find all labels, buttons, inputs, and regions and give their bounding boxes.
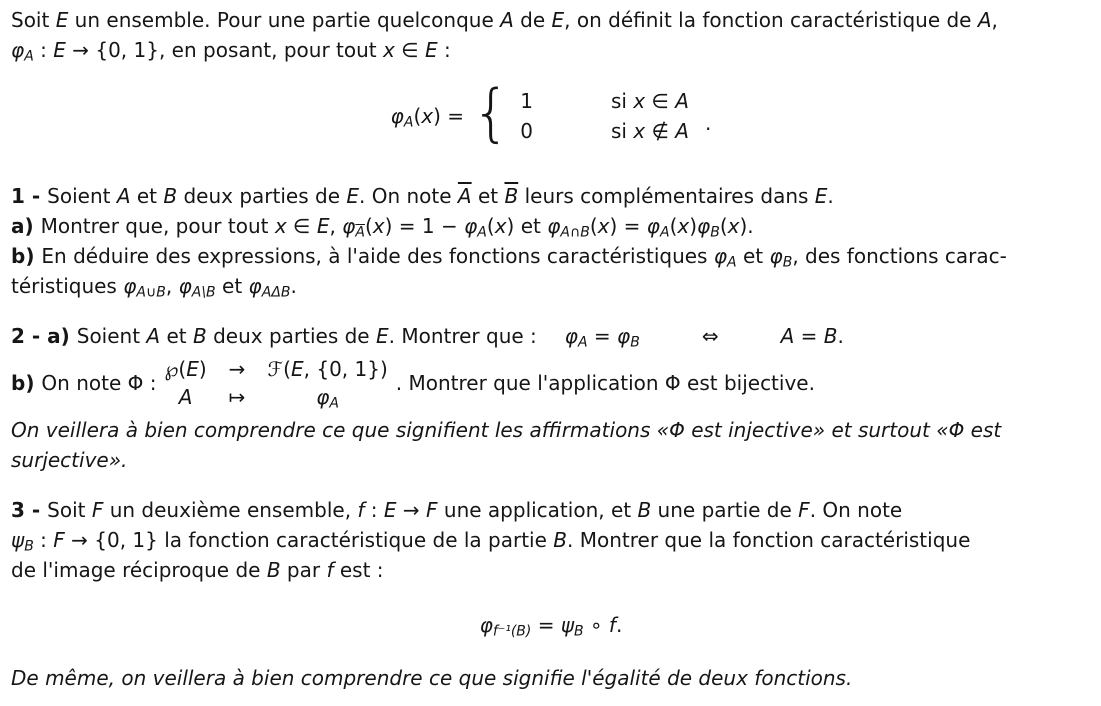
- text-run: leurs complémentaires dans: [518, 184, 815, 208]
- text-run: A: [178, 385, 193, 409]
- map-domain: [164, 355, 206, 383]
- text-run: ℱ: [267, 357, 284, 381]
- text-run: .: [837, 324, 844, 348]
- text-run: ,: [991, 8, 998, 32]
- text-run: et: [736, 244, 770, 268]
- text-run: → {0, 1} la fonction caractéristique de la partie: [64, 528, 554, 552]
- text-run: , on définit la fonction caractéristique de: [564, 8, 978, 32]
- text-run: A: [977, 8, 992, 32]
- text-run: . On note: [359, 184, 458, 208]
- text-run: E: [53, 38, 66, 62]
- text-run: (: [719, 214, 728, 238]
- text-run: si: [610, 118, 634, 143]
- text-run: ψ: [560, 613, 575, 637]
- text-run: f⁻¹(B): [492, 623, 532, 640]
- text-run: b): [11, 371, 42, 395]
- text-run: F: [426, 498, 438, 522]
- text-run: :: [364, 498, 384, 522]
- text-run: F: [53, 528, 65, 552]
- text-run: si: [610, 88, 634, 113]
- text-run: . Montrer que la fonction caractéristique: [567, 528, 971, 552]
- text-run: , des fonctions carac-: [792, 244, 1007, 268]
- text-run: φ: [342, 214, 356, 238]
- text-run: E: [375, 324, 389, 348]
- text-run: ∈: [286, 214, 317, 238]
- text-run: ∈: [394, 38, 425, 62]
- text-run: φ: [713, 244, 728, 268]
- text-run: B: [637, 498, 652, 522]
- text-run: f: [357, 498, 365, 522]
- text-run: ) =: [433, 104, 465, 128]
- text-run: ) = 1 −: [384, 214, 465, 238]
- text-run: E: [551, 8, 565, 32]
- text-run: ).: [739, 214, 754, 238]
- text-run: (: [589, 214, 598, 238]
- text-run: x: [633, 88, 646, 113]
- text-run: φ: [248, 274, 262, 298]
- text-run: ψ: [11, 528, 25, 552]
- text-run: A: [727, 254, 737, 271]
- text-run: φ: [564, 324, 578, 348]
- text-run: B: [266, 558, 281, 582]
- text-run: un deuxième ensemble,: [103, 498, 358, 522]
- question-2a: [11, 321, 1091, 351]
- text-run: φ: [617, 324, 631, 348]
- text-run: A: [675, 88, 689, 113]
- text-run: x: [633, 118, 646, 143]
- text-run: → {0, 1}, en posant, pour tout: [65, 38, 383, 62]
- text-run: 1 -: [11, 184, 48, 208]
- text-run: deux parties de: [177, 184, 347, 208]
- text-run: B: [574, 623, 584, 640]
- text-run: x: [383, 38, 395, 62]
- text-run: A∩B: [560, 224, 590, 241]
- remark-1-line-1: [11, 415, 1091, 445]
- text-run: φ: [178, 274, 192, 298]
- text-run: ⇔: [701, 324, 719, 348]
- text-run: ∉: [645, 118, 676, 143]
- text-run: A: [780, 324, 795, 348]
- case-value-1: 1: [520, 88, 533, 113]
- text-run: ∈: [645, 88, 676, 113]
- text-run: a): [11, 214, 41, 238]
- text-run: Soient: [47, 184, 117, 208]
- text-run: surjective».: [11, 448, 128, 472]
- text-run: De même, on veillera à bien comprendre ce que signifie l'égalité de deux fonctions.: [11, 666, 853, 690]
- text-run: A: [355, 224, 365, 241]
- text-run: =: [587, 324, 618, 348]
- case-condition-1: [611, 87, 689, 116]
- map-image: [267, 383, 387, 411]
- text-run: B: [192, 324, 207, 348]
- text-run: . On note: [809, 498, 903, 522]
- text-run: E: [186, 357, 199, 381]
- text-run: . Montrer que l'application Φ est bijective.: [395, 371, 815, 395]
- case-value-2: 0: [520, 118, 533, 143]
- equation-period: .: [704, 111, 712, 135]
- cases-grid: [520, 87, 689, 146]
- text-run: φ: [11, 38, 25, 62]
- text-run: Soit: [11, 8, 56, 32]
- text-run: (: [669, 214, 678, 238]
- text-run: $\overline{A}$: [457, 184, 472, 208]
- text-run: par: [280, 558, 327, 582]
- text-run: =: [531, 613, 561, 637]
- text-run: .: [827, 184, 834, 208]
- left-brace: {: [472, 76, 511, 150]
- question-1b-line-1: [11, 241, 1091, 271]
- text-run: A: [577, 334, 588, 351]
- text-run: Soient: [76, 324, 147, 348]
- text-run: Soit: [47, 498, 92, 522]
- text-run: :: [33, 38, 54, 62]
- text-run: x: [727, 214, 740, 238]
- text-run: On note Φ :: [41, 371, 157, 395]
- text-run: $\overline{B}$: [504, 184, 519, 208]
- text-run: est :: [333, 558, 384, 582]
- text-run: φ: [390, 104, 404, 128]
- text-run: B: [782, 254, 793, 271]
- question-1b-line-2: [11, 271, 1091, 301]
- text-run: (: [413, 104, 422, 128]
- text-run: φ: [769, 244, 783, 268]
- phi-mapping-array: [164, 355, 387, 411]
- text-run: φ: [646, 214, 660, 238]
- text-run: φ: [697, 214, 711, 238]
- text-run: A: [146, 324, 161, 348]
- text-run: B: [24, 538, 34, 555]
- text-run: de: [513, 8, 552, 32]
- text-run: un ensemble. Pour une partie quelconque: [68, 8, 501, 32]
- text-run: x: [494, 214, 507, 238]
- text-run: et: [130, 184, 164, 208]
- equation-lhs: [390, 104, 465, 131]
- question-2b: [11, 351, 1091, 415]
- text-run: f: [608, 613, 616, 637]
- preimage-equation: [11, 605, 1091, 645]
- remark-2: [11, 663, 1091, 693]
- text-run: =: [794, 324, 824, 348]
- remark-1-line-2: [11, 445, 1091, 475]
- text-run: En déduire des expressions, à l'aide des fonctions caractéristiques: [41, 244, 714, 268]
- text-run: x: [274, 214, 287, 238]
- text-run: b): [11, 244, 42, 268]
- question-3-line-1: [11, 495, 1091, 525]
- text-run: (: [486, 214, 495, 238]
- text-run: On veillera à bien comprendre ce que signifient les affirmations «Φ est injective» et surtout «Φ est: [11, 418, 1002, 442]
- text-run: , {0, 1}): [303, 357, 388, 381]
- text-run: φ: [316, 385, 330, 409]
- text-run: ) =: [609, 214, 647, 238]
- question-2b-suffix: [396, 371, 815, 395]
- text-run: B: [710, 224, 720, 241]
- text-run: A: [500, 8, 514, 32]
- text-run: A: [403, 114, 414, 131]
- text-run: . Montrer que :: [388, 324, 537, 348]
- text-run: F: [91, 498, 104, 522]
- text-run: E: [346, 184, 360, 208]
- text-run: de l'image réciproque de: [11, 558, 267, 582]
- text-run: ): [689, 214, 698, 238]
- text-run: φ: [479, 613, 493, 637]
- text-run: 2 - a): [11, 324, 77, 348]
- text-run: B: [823, 324, 838, 348]
- text-run: ,: [329, 214, 343, 238]
- question-3-line-3: [11, 555, 1091, 585]
- text-run: et: [160, 324, 193, 348]
- intro-line-2: [11, 35, 1091, 65]
- text-run: x: [597, 214, 610, 238]
- text-run: f: [326, 558, 334, 582]
- text-run: deux parties de: [206, 324, 376, 348]
- text-run: A: [24, 48, 34, 65]
- text-run: B: [553, 528, 568, 552]
- text-run: x: [421, 104, 434, 128]
- text-run: une partie de: [651, 498, 799, 522]
- text-run: E: [814, 184, 828, 208]
- text-run: F: [798, 498, 810, 522]
- text-run: E: [383, 498, 397, 522]
- question-3-line-2: [11, 525, 1091, 555]
- text-run: A∪B: [136, 284, 166, 301]
- text-run: B: [630, 334, 640, 351]
- text-run: E: [316, 214, 330, 238]
- text-run: x: [372, 214, 385, 238]
- text-run: ℘: [164, 357, 179, 381]
- question-2b-prefix: [11, 371, 156, 395]
- text-run: E: [290, 357, 304, 381]
- text-run: A\B: [191, 284, 216, 301]
- text-run: (: [364, 214, 373, 238]
- text-run: A: [659, 224, 670, 241]
- text-run: téristiques: [11, 274, 124, 298]
- text-run: φ: [547, 214, 561, 238]
- characteristic-function-cases-equation: [11, 76, 1091, 151]
- text-run: :: [437, 38, 451, 62]
- text-run: et: [471, 184, 505, 208]
- right-arrow-icon: →: [228, 357, 246, 381]
- text-run: et: [215, 274, 249, 298]
- map-element: [164, 383, 206, 411]
- text-run: A: [116, 184, 131, 208]
- text-run: →: [396, 498, 427, 522]
- question-1-heading: [11, 181, 1091, 211]
- text-run: A: [675, 118, 689, 143]
- text-run: AΔB: [261, 284, 291, 301]
- mapsto-arrow-icon: ↦: [228, 385, 246, 409]
- text-run: ∘: [583, 613, 609, 637]
- case-condition-2: [611, 117, 689, 146]
- map-codomain: [267, 355, 387, 383]
- text-run: φ: [464, 214, 478, 238]
- text-run: x: [677, 214, 690, 238]
- text-run: φ: [123, 274, 137, 298]
- text-run: ) et: [506, 214, 548, 238]
- text-run: .: [290, 274, 297, 298]
- text-run: A: [477, 224, 487, 241]
- question-1a: [11, 211, 1091, 241]
- text-run: ): [198, 357, 207, 381]
- text-run: (: [283, 357, 291, 381]
- text-run: ,: [165, 274, 179, 298]
- text-run: E: [424, 38, 438, 62]
- text-run: une application, et: [437, 498, 638, 522]
- text-run: A: [329, 395, 339, 412]
- text-run: Montrer que, pour tout: [40, 214, 275, 238]
- text-run: E: [55, 8, 69, 32]
- intro-line-1: [11, 5, 1091, 35]
- text-run: 3 -: [11, 498, 48, 522]
- text-run: B: [163, 184, 178, 208]
- text-run: :: [33, 528, 54, 552]
- text-run: .: [615, 613, 623, 637]
- text-run: (: [178, 357, 187, 381]
